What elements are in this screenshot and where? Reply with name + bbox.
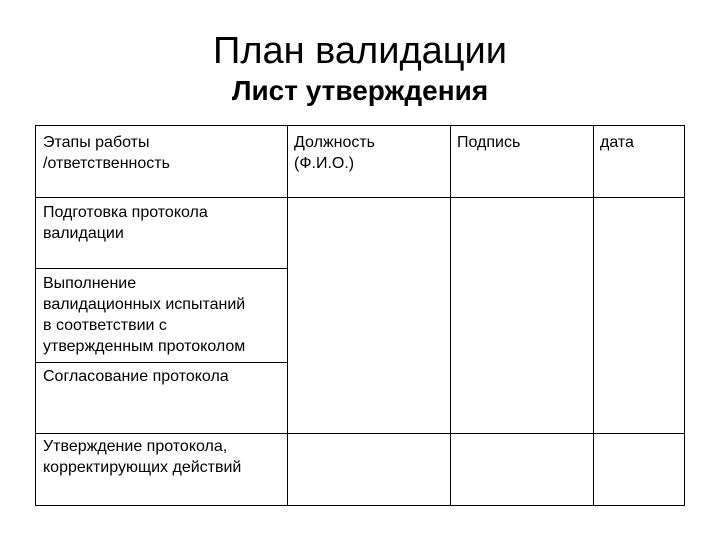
header-line: Этапы работы [43, 134, 150, 151]
header-cell-position [294, 132, 375, 174]
header-cell-stage [43, 132, 170, 174]
column-divider [287, 126, 288, 505]
header-line: Подпись [457, 134, 521, 151]
table-row-stage-cell [43, 273, 245, 357]
row-line: валидационных испытаний [43, 296, 246, 313]
row-line: Подготовка протокола [43, 204, 208, 221]
header-line: /ответственность [43, 155, 170, 172]
header-line: (Ф.И.О.) [294, 155, 355, 172]
row-divider [36, 433, 684, 434]
table-row-stage-cell [43, 366, 229, 387]
row-line: валидации [43, 225, 124, 242]
row-line: корректирующих действий [43, 459, 242, 476]
header-line: дата [600, 134, 634, 151]
row-line: утвержденным протоколом [43, 338, 246, 355]
row-divider [36, 362, 287, 363]
row-line: Утверждение протокола, [43, 438, 228, 455]
header-line: Должность [294, 134, 375, 151]
table-row-stage-cell [43, 202, 208, 244]
approval-table [35, 125, 685, 506]
row-line: в соответствии с [43, 317, 167, 334]
row-line: Согласование протокола [43, 368, 229, 385]
column-divider [450, 126, 451, 505]
page-title: План валидации [213, 30, 507, 72]
table-row-stage-cell [43, 436, 241, 478]
row-line: Выполнение [43, 275, 137, 292]
header-cell-signature [457, 132, 520, 153]
header-cell-date [600, 132, 634, 153]
row-divider [36, 268, 287, 269]
page-subtitle: Лист утверждения [231, 75, 489, 106]
row-divider [36, 197, 684, 198]
column-divider [593, 126, 594, 505]
